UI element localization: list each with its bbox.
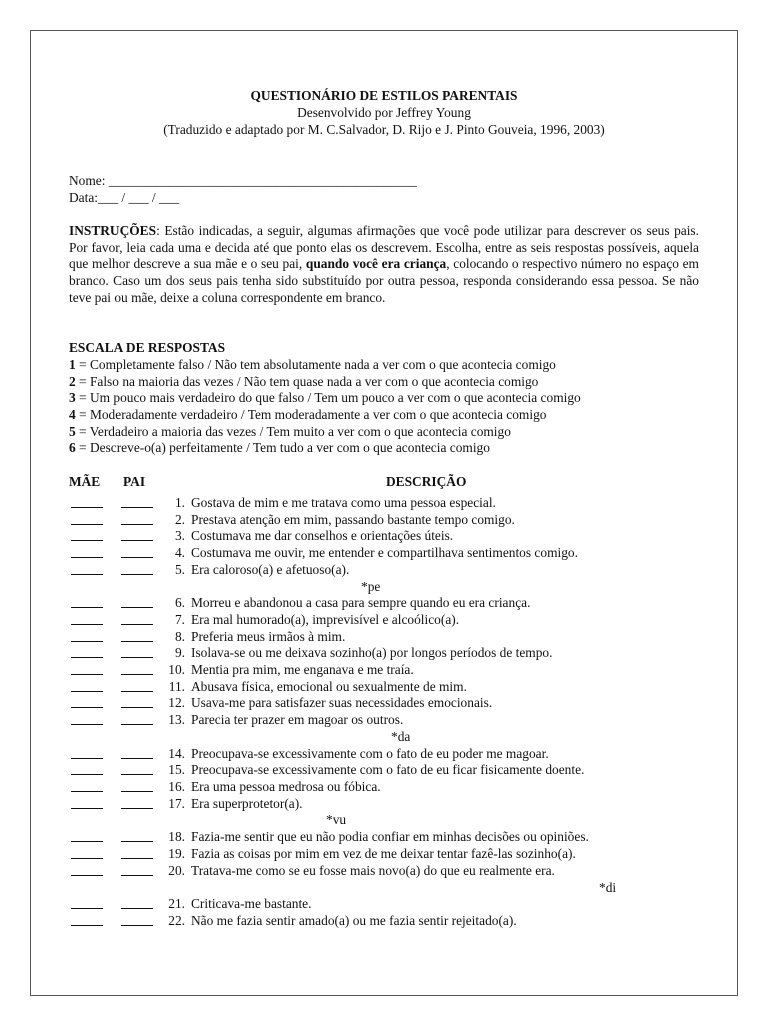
mae-answer-blank[interactable] (71, 808, 103, 809)
pai-answer-blank[interactable] (121, 557, 153, 558)
item-number: 22. (168, 913, 185, 928)
item-text: Costumava me dar conselhos e orientações úteis. (191, 528, 454, 543)
instructions-text-b: , colocando o respectivo número no espaço em branco. Caso um dos seus pais tenha sido substituído por outra pessoa, responda considerando essa pessoa. Se não teve pai ou mãe, deixe a coluna correspondente em branco. (69, 256, 699, 305)
item-number: 1. (174, 495, 185, 510)
item-text: Era superprotetor(a). (191, 796, 303, 811)
item-text: Usava-me para satisfazer suas necessidades emocionais. (191, 695, 493, 710)
mae-answer-blank[interactable] (71, 758, 103, 759)
item-text: Gostava de mim e me tratava como uma pessoa especial. (191, 495, 496, 510)
scale-line: 1 = Completamente falso / Não tem absolutamente nada a ver com o que acontecia comigo (69, 357, 556, 372)
pai-answer-blank[interactable] (121, 607, 153, 608)
mae-answer-blank[interactable] (71, 858, 103, 859)
pai-answer-blank[interactable] (121, 524, 153, 525)
mae-answer-blank[interactable] (71, 674, 103, 675)
mae-answer-blank[interactable] (71, 657, 103, 658)
column-header-pai: PAI (123, 474, 146, 489)
scale-title: ESCALA DE RESPOSTAS (69, 340, 226, 355)
name-field[interactable]: Nome: ______________________________________________ (69, 173, 417, 188)
pai-answer-blank[interactable] (121, 724, 153, 725)
item-number: 13. (168, 712, 185, 727)
item-number: 20. (168, 863, 185, 878)
item-number: 17. (168, 796, 185, 811)
scale-line: 5 = Verdadeiro a maioria das vezes / Tem muito a ver com o que acontecia comigo (69, 424, 511, 439)
scale-line: 3 = Um pouco mais verdadeiro do que falso / Tem um pouco a ver com o que acontecia comigo (69, 390, 581, 405)
item-number: 18. (168, 829, 185, 844)
pai-answer-blank[interactable] (121, 791, 153, 792)
scale-line: 6 = Descreve-o(a) perfeitamente / Tem tudo a ver com o que acontecia comigo (69, 440, 490, 455)
pai-answer-blank[interactable] (121, 774, 153, 775)
pai-answer-blank[interactable] (121, 507, 153, 508)
item-text: Isolava-se ou me deixava sozinho(a) por longos períodos de tempo. (191, 645, 553, 660)
item-number: 7. (174, 612, 185, 627)
pai-answer-blank[interactable] (121, 808, 153, 809)
mae-answer-blank[interactable] (71, 557, 103, 558)
document-title: QUESTIONÁRIO DE ESTILOS PARENTAIS (250, 88, 518, 103)
item-text: Morreu e abandonou a casa para sempre quando eu era criança. (191, 595, 531, 610)
item-text: Não me fazia sentir amado(a) ou me fazia sentir rejeitado(a). (191, 913, 517, 928)
mae-answer-blank[interactable] (71, 624, 103, 625)
section-mark: *vu (326, 812, 347, 827)
mae-answer-blank[interactable] (71, 507, 103, 508)
instructions-emphasis: quando você era criança (305, 256, 447, 272)
section-mark: *da (391, 729, 411, 744)
questionnaire-page (30, 30, 738, 996)
mae-answer-blank[interactable] (71, 707, 103, 708)
instructions-paragraph (69, 223, 699, 307)
item-number: 6. (174, 595, 185, 610)
pai-answer-blank[interactable] (121, 624, 153, 625)
document-translation-credit: (Traduzido e adaptado por M. C.Salvador, D. Rijo e J. Pinto Gouveia, 1996, 2003) (163, 122, 605, 137)
section-mark: *pe (361, 579, 381, 594)
pai-answer-blank[interactable] (121, 674, 153, 675)
column-header-mae: MÃE (69, 474, 101, 489)
item-number: 11. (168, 679, 185, 694)
item-text: Fazia-me sentir que eu não podia confiar em minhas decisões ou opiniões. (191, 829, 589, 844)
mae-answer-blank[interactable] (71, 691, 103, 692)
item-text: Preocupava-se excessivamente com o fato de eu ficar fisicamente doente. (191, 762, 585, 777)
item-number: 4. (174, 545, 185, 560)
item-text: Preocupava-se excessivamente com o fato de eu poder me magoar. (191, 746, 549, 761)
item-text: Prestava atenção em mim, passando bastante tempo comigo. (191, 512, 515, 527)
item-number: 10. (168, 662, 185, 677)
pai-answer-blank[interactable] (121, 875, 153, 876)
instructions-label: INSTRUÇÕES (69, 223, 157, 238)
item-number: 19. (168, 846, 185, 861)
item-text: Era mal humorado(a), imprevisível e alcoólico(a). (191, 612, 460, 627)
item-text: Fazia as coisas por mim em vez de me deixar tentar fazê-las sozinho(a). (191, 846, 576, 861)
pai-answer-blank[interactable] (121, 858, 153, 859)
scale-line: 4 = Moderadamente verdadeiro / Tem moderadamente a ver com o que acontecia comigo (69, 407, 547, 422)
pai-answer-blank[interactable] (121, 540, 153, 541)
item-text: Era caloroso(a) e afetuoso(a). (191, 562, 350, 577)
item-number: 2. (174, 512, 185, 527)
item-text: Preferia meus irmãos à mim. (191, 629, 346, 644)
mae-answer-blank[interactable] (71, 925, 103, 926)
mae-answer-blank[interactable] (71, 875, 103, 876)
item-text: Abusava física, emocional ou sexualmente de mim. (191, 679, 467, 694)
item-number: 8. (174, 629, 185, 644)
item-text: Parecia ter prazer em magoar os outros. (191, 712, 404, 727)
scale-line: 2 = Falso na maioria das vezes / Não tem quase nada a ver com o que acontecia comigo (69, 374, 539, 389)
mae-answer-blank[interactable] (71, 641, 103, 642)
item-number: 14. (168, 746, 185, 761)
pai-answer-blank[interactable] (121, 691, 153, 692)
item-number: 3. (174, 528, 185, 543)
section-mark: *di (599, 880, 617, 895)
mae-answer-blank[interactable] (71, 774, 103, 775)
item-number: 9. (174, 645, 185, 660)
pai-answer-blank[interactable] (121, 641, 153, 642)
mae-answer-blank[interactable] (71, 540, 103, 541)
item-number: 15. (168, 762, 185, 777)
mae-answer-blank[interactable] (71, 791, 103, 792)
item-text: Tratava-me como se eu fosse mais novo(a) do que eu realmente era. (191, 863, 555, 878)
mae-answer-blank[interactable] (71, 908, 103, 909)
item-number: 12. (168, 695, 185, 710)
pai-answer-blank[interactable] (121, 707, 153, 708)
item-text: Mentia pra mim, me enganava e me traía. (191, 662, 414, 677)
mae-answer-blank[interactable] (71, 841, 103, 842)
document-author: Desenvolvido por Jeffrey Young (297, 105, 471, 120)
item-text: Era uma pessoa medrosa ou fóbica. (191, 779, 381, 794)
pai-answer-blank[interactable] (121, 657, 153, 658)
mae-answer-blank[interactable] (71, 574, 103, 575)
column-header-descricao: DESCRIÇÃO (386, 474, 467, 489)
mae-answer-blank[interactable] (71, 524, 103, 525)
item-number: 16. (168, 779, 185, 794)
item-number: 21. (168, 896, 185, 911)
date-field[interactable]: Data:___ / ___ / ___ (69, 190, 180, 205)
pai-answer-blank[interactable] (121, 925, 153, 926)
mae-answer-blank[interactable] (71, 724, 103, 725)
pai-answer-blank[interactable] (121, 758, 153, 759)
pai-answer-blank[interactable] (121, 574, 153, 575)
pai-answer-blank[interactable] (121, 908, 153, 909)
instructions-text-a: : Estão indicadas, a seguir, algumas afirmações que você pode utilizar para descrever os seus pais. Por favor, leia cada uma e decida até que ponto elas os descrevem. Escolha, entre as seis respostas possíveis, aquela que melhor descreve a sua mãe e o seu pai, (69, 223, 699, 272)
item-number: 5. (174, 562, 185, 577)
item-text: Criticava-me bastante. (191, 896, 312, 911)
mae-answer-blank[interactable] (71, 607, 103, 608)
item-text: Costumava me ouvir, me entender e compartilhava sentimentos comigo. (191, 545, 578, 560)
pai-answer-blank[interactable] (121, 841, 153, 842)
